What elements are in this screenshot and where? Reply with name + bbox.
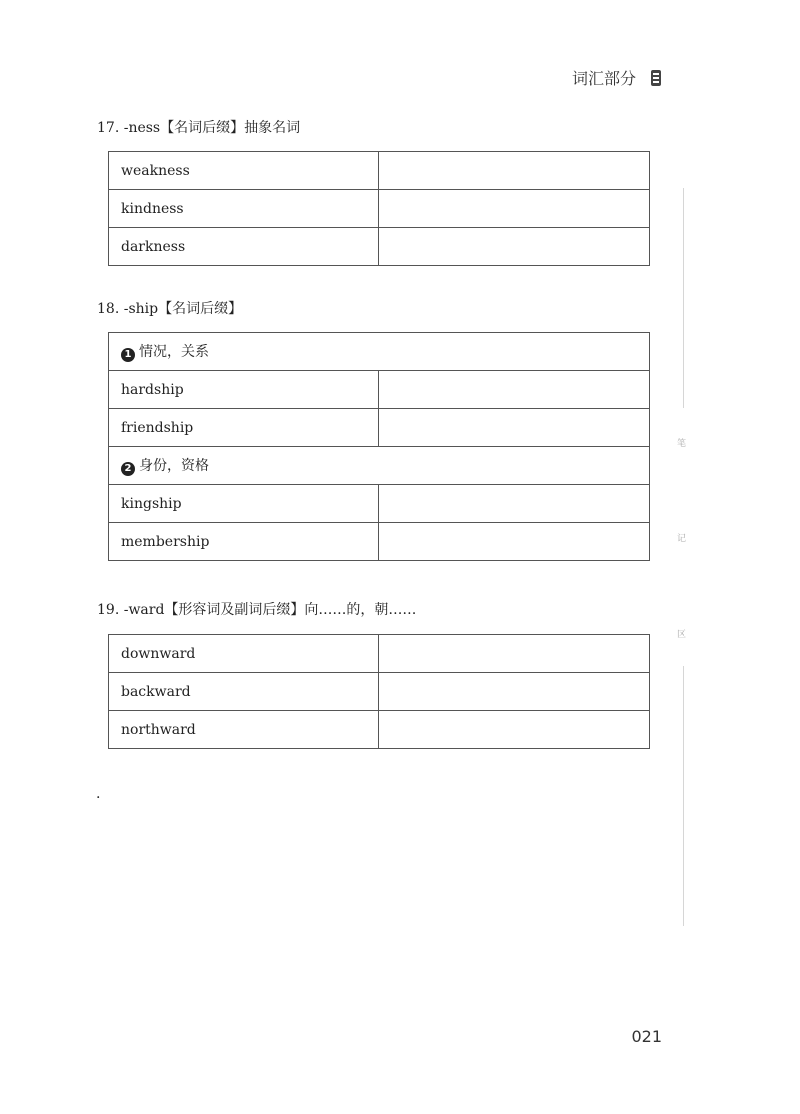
table-subheader-row: [109, 333, 650, 371]
section-title-19: 19. -ward【形容词及副词后缀】向……的，朝……: [97, 602, 417, 618]
answer-cell: [378, 523, 649, 561]
table-row: [109, 371, 650, 409]
notes-divider-top: [683, 188, 684, 408]
circled-number: 2: [121, 462, 135, 476]
subheading: [109, 333, 650, 371]
word-cell: friendship: [109, 409, 379, 447]
table-subheader-row: [109, 447, 650, 485]
answer-cell: [378, 190, 649, 228]
vocab-table-17: [108, 151, 650, 266]
word-cell: northward: [109, 711, 379, 749]
circled-number: 1: [121, 348, 135, 362]
answer-cell: [378, 409, 649, 447]
stray-dot: .: [96, 786, 101, 802]
vocab-table-18: [108, 332, 650, 561]
word-cell: hardship: [109, 371, 379, 409]
header-title: 词汇部分: [571, 69, 636, 88]
word-cell: backward: [109, 673, 379, 711]
answer-cell: [378, 228, 649, 266]
section-title-17: 17. -ness【名词后缀】抽象名词: [97, 120, 301, 136]
word-cell: downward: [109, 635, 379, 673]
word-cell: kindness: [109, 190, 379, 228]
table-row: [109, 635, 650, 673]
table-row: [109, 190, 650, 228]
section-title-18: 18. -ship【名词后缀】: [97, 301, 243, 317]
notes-label-char: 记: [677, 534, 687, 544]
table-row: [109, 409, 650, 447]
answer-cell: [378, 152, 649, 190]
page-header: [572, 66, 662, 89]
table-row: [109, 152, 650, 190]
word-cell: weakness: [109, 152, 379, 190]
table-row: [109, 228, 650, 266]
bookmark-icon: [650, 69, 662, 87]
answer-cell: [378, 711, 649, 749]
notes-label-char: 笔: [677, 439, 687, 449]
word-cell: darkness: [109, 228, 379, 266]
answer-cell: [378, 485, 649, 523]
notes-label-char: 区: [677, 630, 687, 640]
page-number: 021: [631, 1027, 662, 1046]
vocab-table-19: [108, 634, 650, 749]
word-cell: kingship: [109, 485, 379, 523]
answer-cell: [378, 635, 649, 673]
subheading-label: 身份，资格: [139, 458, 209, 475]
table-row: [109, 673, 650, 711]
word-cell: membership: [109, 523, 379, 561]
answer-cell: [378, 371, 649, 409]
subheading-label: 情况，关系: [139, 344, 209, 361]
table-row: [109, 711, 650, 749]
table-row: [109, 485, 650, 523]
subheading: [109, 447, 650, 485]
notes-divider-bottom: [683, 666, 684, 926]
table-row: [109, 523, 650, 561]
answer-cell: [378, 673, 649, 711]
